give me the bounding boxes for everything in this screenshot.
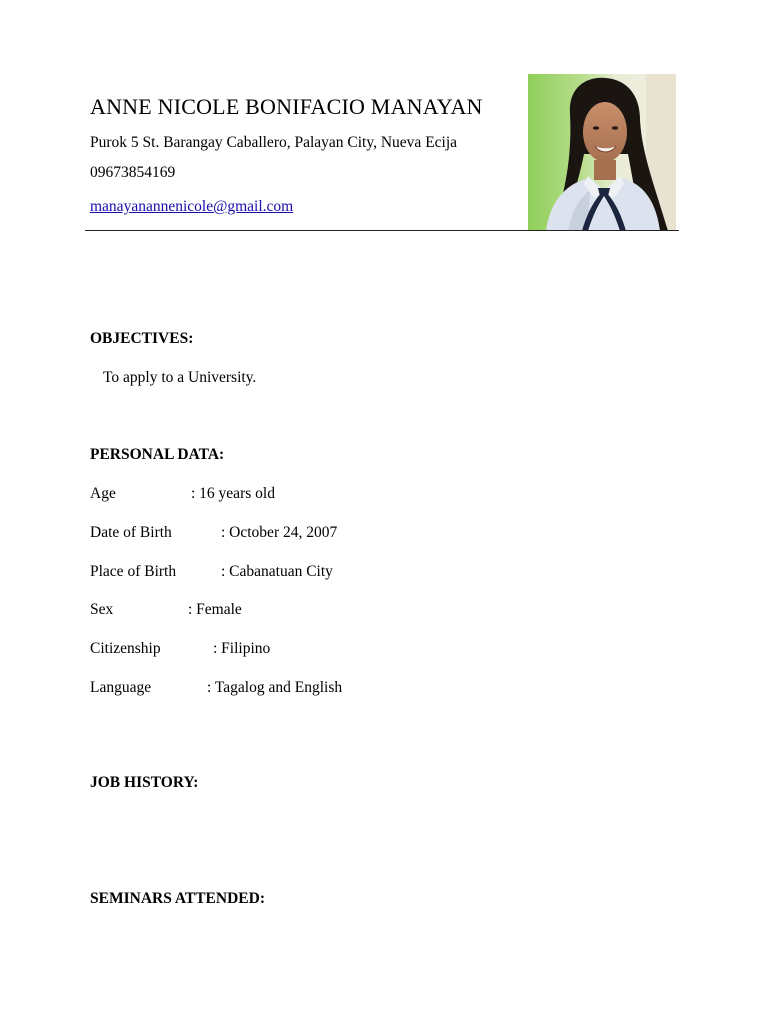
- personal-data-value: : 16 years old: [191, 485, 275, 502]
- personal-data-value: : Filipino: [213, 640, 271, 657]
- personal-data-label: Date of Birth: [90, 524, 172, 541]
- personal-data-value: : Female: [188, 601, 242, 618]
- personal-data-value: : October 24, 2007: [221, 524, 338, 541]
- objectives-text: To apply to a University.: [103, 369, 257, 386]
- job-history-heading: JOB HISTORY:: [90, 774, 199, 791]
- personal-data-heading: PERSONAL DATA:: [90, 446, 225, 463]
- personal-data-label: Language: [90, 679, 152, 696]
- applicant-phone: 09673854169: [90, 164, 176, 181]
- personal-data-value: : Cabanatuan City: [221, 563, 333, 580]
- applicant-photo: [528, 74, 676, 231]
- applicant-address: Purok 5 St. Barangay Caballero, Palayan City, Nueva Ecija: [90, 134, 458, 151]
- personal-data-label: Age: [90, 485, 116, 502]
- objectives-heading: OBJECTIVES:: [90, 330, 194, 347]
- seminars-attended-heading: SEMINARS ATTENDED:: [90, 890, 265, 907]
- header-divider: [85, 230, 679, 231]
- personal-data-label: Place of Birth: [90, 563, 177, 580]
- personal-data-label: Sex: [90, 601, 114, 618]
- personal-data-value: : Tagalog and English: [207, 679, 343, 696]
- applicant-name: ANNE NICOLE BONIFACIO MANAYAN: [90, 94, 483, 119]
- applicant-email-link[interactable]: manayanannenicole@gmail.com: [90, 198, 294, 215]
- personal-data-label: Citizenship: [90, 640, 161, 657]
